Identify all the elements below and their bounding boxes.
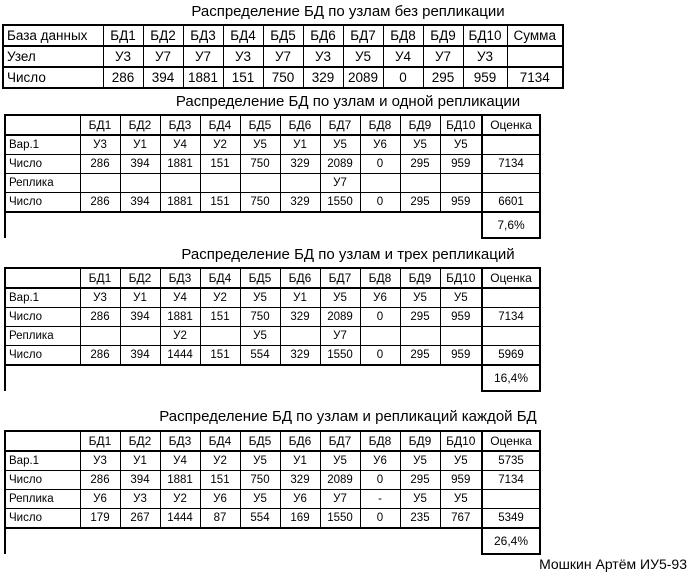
table-cell [280,327,320,346]
header-cell: БД5 [240,431,280,451]
table-cell: У1 [280,135,320,155]
table-cell: 235 [400,509,440,529]
header-cell: БД10 [440,115,482,135]
header-cell: Сумма [507,25,563,46]
header-cell [5,268,80,288]
row-label: Вар.1 [5,135,80,155]
table-cell: У4 [383,46,423,67]
row-label: Число [3,67,103,88]
table-cell: У1 [280,288,320,308]
header-cell: БД2 [120,268,160,288]
table-cell: 554 [240,346,280,366]
table-cell: У7 [320,490,360,509]
header-cell: БД8 [360,268,400,288]
table-cell: У5 [440,451,482,471]
table-row [5,288,540,308]
table-cell: 1881 [183,67,223,88]
header-cell: БД1 [80,431,120,451]
header-cell: БД9 [400,115,440,135]
table-cell: У1 [280,451,320,471]
table-cell [360,174,400,193]
table-cell: 394 [120,346,160,366]
table-cell: 959 [440,155,482,174]
header-cell: БД7 [320,268,360,288]
table-cell: 7134 [482,155,540,174]
table-cell: У6 [280,490,320,509]
table-cell: 295 [400,155,440,174]
percent-row [5,212,540,238]
row-label: Число [5,155,80,174]
table4-title: Распределение БД по узлам и репликаций каждой БД [159,408,537,425]
header-cell: БД10 [463,25,507,46]
table-cell: У3 [80,135,120,155]
table-cell: 286 [103,67,143,88]
table-cell: У6 [360,288,400,308]
table-cell [482,490,540,509]
table-cell: У5 [240,135,280,155]
table-cell: 286 [80,346,120,366]
table-cell: У5 [320,288,360,308]
header-cell: БД4 [200,268,240,288]
table2-title: Распределение БД по узлам и одной репликации [175,93,521,110]
percent-row [5,528,540,554]
row-label: Реплика [5,490,80,509]
table1 [2,24,564,89]
table-row [5,346,540,366]
header-cell: БД1 [103,25,143,46]
row-label: Реплика [5,174,80,193]
table-cell: 169 [280,509,320,529]
table-cell: 0 [360,308,400,327]
table-cell: 151 [200,308,240,327]
table-cell: 286 [80,308,120,327]
table-cell [280,174,320,193]
table-cell: У6 [360,451,400,471]
table-cell: 750 [240,193,280,213]
row-label: Число [5,308,80,327]
table-cell: У4 [160,288,200,308]
table-cell: У7 [183,46,223,67]
table-cell: 329 [280,155,320,174]
table-cell: 767 [440,509,482,529]
header-cell: БД10 [440,431,482,451]
table3-title: Распределение БД по узлам и трех репликаций [181,246,515,263]
table-cell: У2 [160,327,200,346]
header-cell: Оценка [482,115,540,135]
header-cell: БД1 [80,268,120,288]
header-cell: База данных [3,25,103,46]
table-cell [482,174,540,193]
table-cell: У7 [263,46,303,67]
table-cell: У2 [200,451,240,471]
table-cell: У6 [360,135,400,155]
row-label: Число [5,471,80,490]
table-cell: 394 [120,193,160,213]
table-cell: 959 [440,308,482,327]
header-cell: БД10 [440,268,482,288]
table-cell: У6 [80,490,120,509]
table2 [4,114,541,239]
table-cell [482,135,540,155]
table-cell: У5 [320,451,360,471]
table-cell: У5 [320,135,360,155]
table-cell: 1881 [160,155,200,174]
table-row [5,327,540,346]
percent-cell: 16,4% [482,365,540,391]
table-cell: 267 [120,509,160,529]
table-cell: 959 [440,193,482,213]
table-cell: У4 [160,451,200,471]
table-cell: 329 [280,193,320,213]
header-cell: БД8 [360,115,400,135]
header-cell: БД3 [183,25,223,46]
table-cell: У4 [160,135,200,155]
table-cell [400,327,440,346]
header-cell: БД5 [240,268,280,288]
table-cell: У7 [320,327,360,346]
header-cell: БД9 [400,431,440,451]
table-cell [440,327,482,346]
header-cell: БД7 [343,25,383,46]
table-cell: У7 [320,174,360,193]
row-label: Вар.1 [5,288,80,308]
table-cell: У3 [103,46,143,67]
table-cell: У2 [200,135,240,155]
header-cell: БД3 [160,431,200,451]
table-cell: 286 [80,193,120,213]
table-cell: 2089 [320,155,360,174]
table-cell: У3 [303,46,343,67]
table-cell: 179 [80,509,120,529]
table-cell [200,327,240,346]
header-cell [5,115,80,135]
table-cell: 6601 [482,193,540,213]
table-cell: 394 [120,308,160,327]
table-cell: 151 [223,67,263,88]
row-label: Число [5,509,80,529]
table-cell: 0 [383,67,423,88]
table-cell: 750 [240,155,280,174]
percent-cell: 7,6% [482,212,540,238]
table-cell: 1550 [320,193,360,213]
table-cell: 0 [360,155,400,174]
table-cell: У6 [200,490,240,509]
table-cell: У5 [400,135,440,155]
table-cell: У2 [200,288,240,308]
table-cell: У5 [400,490,440,509]
table-cell [440,174,482,193]
table-row [3,67,563,88]
table-cell [120,174,160,193]
header-cell: Оценка [482,268,540,288]
table-cell: У5 [400,451,440,471]
table-cell: 554 [240,509,280,529]
table-row [5,451,540,471]
table-cell: 5969 [482,346,540,366]
table-cell: 1550 [320,346,360,366]
table-cell: 959 [440,346,482,366]
header-cell: БД3 [160,268,200,288]
signature: Мошкин Артём ИУ5-93 [539,556,687,572]
table-cell [482,288,540,308]
table-row [5,490,540,509]
table-cell [400,174,440,193]
table-cell: У3 [80,288,120,308]
table-row [5,155,540,174]
table-cell: У5 [240,451,280,471]
header-cell: Оценка [482,431,540,451]
header-cell: БД2 [143,25,183,46]
header-row [5,115,540,135]
table-row [5,174,540,193]
header-cell: БД7 [320,115,360,135]
percent-cell: 26,4% [482,528,540,554]
row-label: Узел [3,46,103,67]
header-cell: БД9 [423,25,463,46]
table-cell: 286 [80,155,120,174]
header-row [3,25,563,46]
table-cell: 295 [400,346,440,366]
table-cell [80,174,120,193]
header-cell: БД4 [200,115,240,135]
table-cell: 7134 [507,67,563,88]
table-row [5,135,540,155]
table-cell: 329 [280,471,320,490]
table-cell: У5 [440,490,482,509]
table-cell: 295 [400,193,440,213]
table-cell: У2 [160,490,200,509]
table-row [3,46,563,67]
table-cell: 959 [463,67,507,88]
table-cell: У3 [463,46,507,67]
table-cell: У5 [400,288,440,308]
table-cell: 151 [200,193,240,213]
table-cell: 151 [200,471,240,490]
table-cell: У5 [343,46,383,67]
table-cell: 2089 [343,67,383,88]
table-cell: 750 [240,308,280,327]
table-cell: 0 [360,193,400,213]
table-cell [80,327,120,346]
header-cell: БД5 [240,115,280,135]
table-cell [507,46,563,67]
header-cell: БД8 [383,25,423,46]
table-cell: 1881 [160,193,200,213]
table3 [4,267,541,392]
header-cell: БД5 [263,25,303,46]
table-cell: 0 [360,509,400,529]
table-cell: У1 [120,288,160,308]
table-cell: 1881 [160,471,200,490]
table-cell: У1 [120,135,160,155]
table-cell: 7134 [482,471,540,490]
table-cell: 1550 [320,509,360,529]
header-cell: БД6 [280,431,320,451]
table-cell [200,174,240,193]
table-cell: 959 [440,471,482,490]
table-cell: 329 [280,308,320,327]
table-cell: 329 [303,67,343,88]
table1-title: Распределение БД по узлам без репликации [191,3,505,20]
table-cell: 87 [200,509,240,529]
header-cell [5,431,80,451]
table-cell: У5 [240,288,280,308]
table-cell: 394 [143,67,183,88]
header-cell: БД3 [160,115,200,135]
header-cell: БД6 [280,115,320,135]
table-cell: 295 [423,67,463,88]
table-cell [360,327,400,346]
table-cell: 0 [360,346,400,366]
table-cell: У5 [240,327,280,346]
header-cell: БД1 [80,115,120,135]
table-cell: У7 [423,46,463,67]
table-cell: 394 [120,155,160,174]
table-cell: 286 [80,471,120,490]
header-row [5,431,540,451]
table-cell: 151 [200,346,240,366]
table-cell: У3 [120,490,160,509]
table-cell: У3 [223,46,263,67]
table-cell: 329 [280,346,320,366]
header-cell: БД2 [120,115,160,135]
table-row [5,509,540,529]
table-cell: У5 [240,490,280,509]
header-cell: БД2 [120,431,160,451]
header-cell: БД7 [320,431,360,451]
table-cell: 1444 [160,509,200,529]
table-cell: 0 [360,471,400,490]
header-cell: БД6 [303,25,343,46]
header-cell: БД8 [360,431,400,451]
header-cell: БД4 [223,25,263,46]
row-label: Реплика [5,327,80,346]
table-cell: У1 [120,451,160,471]
percent-row [5,365,540,391]
table-cell: 295 [400,471,440,490]
table-cell: 2089 [320,471,360,490]
table-cell: 295 [400,308,440,327]
header-row [5,268,540,288]
table-cell: У7 [143,46,183,67]
table-cell [160,174,200,193]
table-cell: 2089 [320,308,360,327]
table-cell: У5 [440,288,482,308]
table-cell: 750 [263,67,303,88]
row-label: Вар.1 [5,451,80,471]
table-cell: 1444 [160,346,200,366]
table-cell: 7134 [482,308,540,327]
table-cell [482,327,540,346]
table-cell: 394 [120,471,160,490]
table4 [4,430,541,555]
table-row [5,308,540,327]
row-label: Число [5,193,80,213]
table-cell [120,327,160,346]
table-cell: У5 [440,135,482,155]
header-cell: БД9 [400,268,440,288]
table-cell: 151 [200,155,240,174]
table-cell: - [360,490,400,509]
table-cell: 5735 [482,451,540,471]
table-row [5,471,540,490]
table-cell: 750 [240,471,280,490]
table-cell: У3 [80,451,120,471]
table-cell: 5349 [482,509,540,529]
header-cell: БД4 [200,431,240,451]
table-cell: 1881 [160,308,200,327]
table-row [5,193,540,213]
header-cell: БД6 [280,268,320,288]
table-cell [240,174,280,193]
row-label: Число [5,346,80,366]
